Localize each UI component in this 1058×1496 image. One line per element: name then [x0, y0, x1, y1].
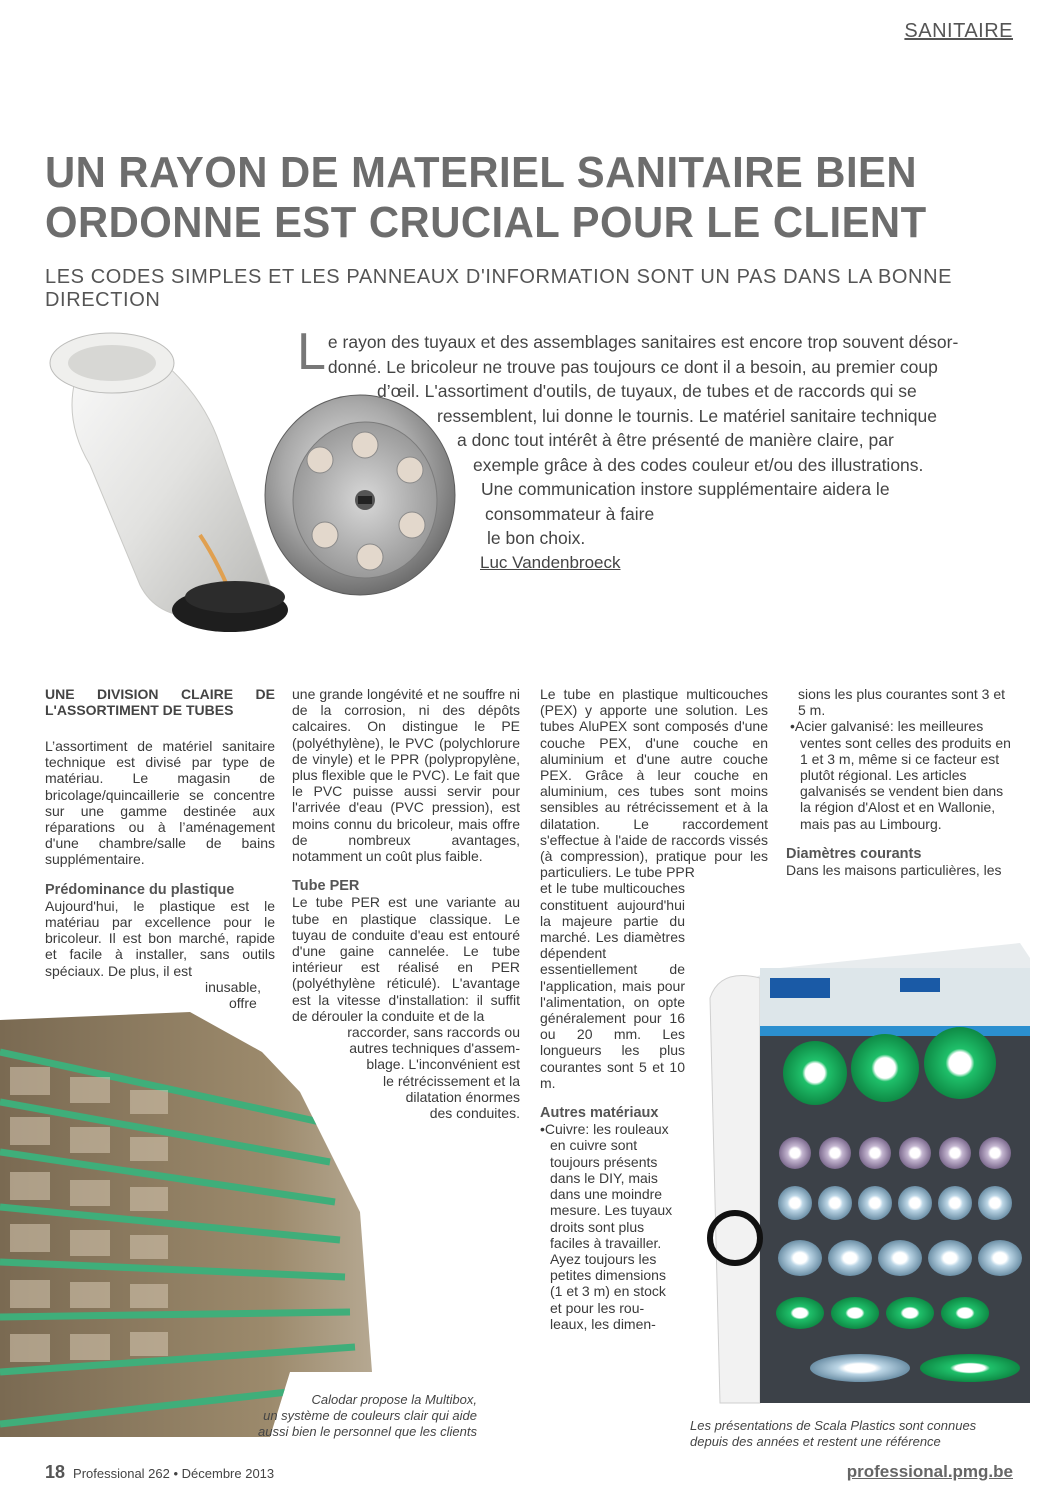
body-line: offre: [229, 995, 257, 1012]
subheading: Autres matériaux: [540, 1105, 659, 1122]
intro-line: a donc tout intérêt à être présenté de manière claire, par: [457, 430, 894, 450]
body-column-1: [45, 686, 275, 1011]
bullet-line: Ayez toujours les: [550, 1250, 657, 1267]
subheading: Prédominance du plastique: [45, 881, 235, 898]
intro-line: le bon choix.: [487, 528, 586, 548]
bullet-line: droits sont plus: [550, 1218, 645, 1235]
subheading: Tube PER: [292, 878, 360, 895]
issue-info: Professional 262 • Décembre 2013: [73, 1466, 275, 1481]
body-line: dilatation énormes: [405, 1088, 520, 1105]
body-paragraph: Le tube PER est une variante au tube en plastique classique. Le tuyau de conduite d'eau est entouré d'une gaine cannelée. Le tube intérieur est réalisé en PER (polyéthylène réticulé). L'avantage est la vitesse d'installation: il suffit de dérouler la conduite et de la: [292, 894, 520, 1024]
body-column-4: [786, 686, 1014, 878]
intro-line: Une communication instore supplémentaire aidera le: [481, 479, 890, 499]
author-byline: Luc Vandenbroeck: [480, 553, 621, 572]
store-aisle-photo: [0, 1012, 450, 1437]
section-heading: UNE DIVISION CLAIRE DE L'ASSORTIMENT DE TUBES: [45, 686, 275, 718]
article-headline: [45, 148, 976, 248]
body-paragraph: et le tube multicouches constituent aujourd'hui la majeure partie du marché. Les diamètres dépendent essentiellement de l'application, mais pour l'alimentation, on opte généralement pour 16 ou 20 mm. Les longueurs les plus courantes sont 5 et 10 m.: [540, 880, 685, 1091]
bullet-line: (1 et 3 m) en stock: [550, 1283, 666, 1300]
body-paragraph: une grande longévité et ne souffre ni de la corrosion, ni des dépôts calcaires. On distingue le PE (polyéthylène), le PVC (polychlorure de vinyle) et le PPR (polypropylène, plus flexible que le PVC). Le fait que le PVC puisse aussi servir pour l'arrivée d'eau (PVC pression), est moins connu du bricoleur, mais offre de nombreux avantages, notamment un coût plus faible.: [292, 686, 520, 865]
subheading: Diamètres courants: [786, 845, 922, 862]
dropcap: L: [297, 323, 326, 381]
body-line: autres techniques d'assem-: [349, 1040, 520, 1057]
bullet-line: mesure. Les tuyaux: [550, 1202, 673, 1219]
right-photo-caption: [690, 1418, 1020, 1450]
intro-line: ressemblent, lui donne le tournis. Le matériel sanitaire technique: [437, 405, 938, 426]
intro-paragraph: [297, 323, 959, 551]
bullet-line: faciles à travailler.: [550, 1234, 662, 1251]
intro-line: donné. Le bricoleur ne trouve pas toujours ce dont il a besoin, au premier coup: [327, 356, 938, 377]
bullet-line: dans une moindre: [550, 1186, 663, 1203]
intro-line: d’œil. L'assortiment d'outils, de tuyaux, de tubes et de raccords qui se: [377, 381, 917, 401]
body-line: des conduites.: [429, 1105, 520, 1122]
body-paragraph: Aujourd'hui, le plastique est le matériau par excellence pour le bricoleur. Il est bon marché, rapide et facile à installer, sans outils spéciaux. De plus, il est: [45, 897, 275, 979]
caption-line: aussi bien le personnel que les clients: [258, 1424, 477, 1439]
body-line: le rétrécissement et la: [383, 1072, 520, 1089]
bullet-line: petites dimensions: [550, 1267, 666, 1284]
body-paragraph: Dans les maisons particulières, les: [786, 862, 1002, 879]
bullet-line: •Cuivre: les rouleaux: [540, 1121, 669, 1138]
body-line: blage. L'inconvénient est: [366, 1056, 520, 1073]
headline-line-2: ORDONNE EST CRUCIAL POUR LE CLIENT: [45, 198, 927, 247]
caption-line: Calodar propose la Multibox,: [311, 1392, 477, 1407]
caption-line: depuis des années et restent une référence: [690, 1434, 941, 1449]
page-footer-left: [45, 1462, 274, 1483]
left-photo-caption: [255, 1392, 477, 1440]
intro-line: exemple grâce à des codes couleur et/ou des illustrations.: [473, 454, 924, 475]
bullet-line: toujours présents: [550, 1153, 658, 1170]
website-link[interactable]: professional.pmg.be: [846, 1462, 1013, 1481]
body-line: inusable,: [205, 978, 262, 995]
intro-line: e rayon des tuyaux et des assemblages sanitaires est encore trop souvent désor-: [327, 332, 959, 352]
bullet-galvanized: •Acier galvanisé: les meilleures ventes sont celles des produits en 1 et 3 m, même si ce facteur est plutôt régional. Les articles galvanisés se vendent bien dans la région d'Alost et en Wallonie, mais pas au Limbourg.: [790, 718, 1011, 832]
bullet-line: et pour les rou-: [550, 1299, 645, 1316]
intro-line: consommateur à faire: [485, 503, 655, 524]
body-paragraph: sions les plus courantes sont 3 et 5 m.: [798, 686, 1006, 719]
bullet-line: en cuivre sont: [550, 1137, 638, 1154]
body-paragraph: L’assortiment de matériel sanitaire technique est divisé par type de matériau. Le magasin de bricolage/quincaillerie se concentre sur une gamme destinée aux réparations ou à l’aménagement d'une chambre/salle de bains supplémentaire.: [45, 738, 275, 868]
bullet-copper: [540, 1121, 690, 1332]
body-paragraph: Le tube en plastique multicouches (PEX) y apporte une solution. Les tubes AluPEX sont composés d'une couche PEX, d'une couche en aluminium et d'une autre couche PEX. Grâce à leur couche en aluminium, ces tubes sont moins sensibles au rétrécissement et à la dilatation. Le raccordement s'effectue à l'aide de raccords vissés (à compression), pratique pour les particuliers. Le tube PPR: [540, 686, 768, 881]
body-line: raccorder, sans raccords ou: [347, 1024, 520, 1041]
bullet-line: dans le DIY, mais: [550, 1169, 658, 1186]
article-subheadline: LES CODES SIMPLES ET LES PANNEAUX D'INFORMATION SONT UN PAS DANS LA BONNE DIRECTION: [45, 266, 953, 311]
caption-line: Les présentations de Scala Plastics sont connues: [690, 1418, 977, 1433]
bullet-line: leaux, les dimen-: [550, 1315, 656, 1332]
page-number: 18: [45, 1462, 66, 1482]
headline-line-1: UN RAYON DE MATERIEL SANITAIRE BIEN: [45, 148, 918, 197]
display-rack-photo: [700, 938, 1058, 1408]
caption-line: un système de couleurs clair qui aide: [263, 1408, 477, 1423]
section-tag: SANITAIRE: [904, 20, 1013, 42]
